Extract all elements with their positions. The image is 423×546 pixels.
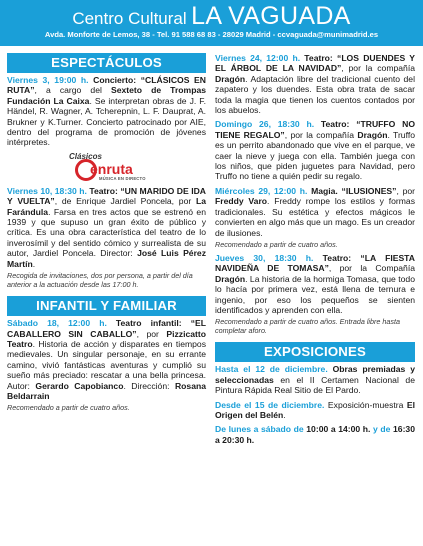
event-performer: Pizzicatto Teatro — [7, 328, 206, 349]
exhibition-text: Exposición-muestra — [324, 399, 407, 410]
exhibition-entry — [215, 400, 415, 421]
event-type: Teatro: — [314, 119, 357, 130]
event-date: Viernes 10, 18:30 h. — [7, 185, 87, 196]
address-line: Avda. Monforte de Lemos, 38 - Tel. 91 588 68 83 - 28029 Madrid - ccvaguada@munimadrid.es — [44, 30, 379, 39]
event-title: “UN MARIDO DE IDA Y VUELTA” — [7, 185, 207, 207]
event-text: , por la Compañía — [328, 263, 415, 274]
logo-text: enruta — [90, 160, 133, 177]
event-text: . Dirección: — [123, 380, 175, 391]
event-entry — [215, 119, 415, 181]
event-date: Sábado 18, 12:00 h. — [7, 318, 107, 329]
page-title — [0, 2, 423, 31]
event-director: Rosana Beldarrain — [7, 380, 206, 401]
event-note: Recogida de invitaciones, dos por persona, a partir del día anterior a la actuación desde las 17:00 h. — [7, 271, 193, 290]
event-entry — [215, 186, 415, 238]
event-note: Recomendado a partir de cuatro años. Entrada libre hasta completar aforo. — [215, 317, 400, 336]
logo-tagline: MÚSICA EN DIRECTO — [99, 175, 146, 181]
hours-value: 10:00 a 14:00 h. — [303, 424, 374, 435]
event-text: . Adaptación libre del tradicional cuento del zapatero y los duendes. Esta obra trata de sacar toda la magia que tienen los cuentos contados por los abuelos. — [215, 73, 415, 116]
exhibition-text: . — [283, 409, 286, 420]
event-title: “TRUFFO NO TIENE REGALO” — [215, 119, 415, 140]
event-title: “ILUSIONES” — [341, 185, 397, 196]
event-text: , por la compañía — [341, 63, 415, 74]
exhibition-text: en el II Certamen Nacional de Pintura Rápida Real Sitio de El Pardo. — [215, 374, 415, 396]
event-text: . Farsa en tres actos que se estrenó en 1939 y que supuso un gran éxito de público y crítica. Es una obra característica del teatro de lo inverosímil y del sentido cómico y surrealista de su autor, Jardiel Poncela. Director: — [7, 206, 206, 259]
event-text: . Freddy rompe los estilos y formas tradicionales. Su estética y efectos mágicos le convierten en algo más que un mago. Es un creador de ilusiones. — [215, 196, 415, 238]
event-type: Teatro: — [313, 252, 361, 263]
exhibition-hours — [215, 424, 415, 445]
event-entry — [7, 186, 206, 269]
event-performer: Dragón — [215, 273, 246, 284]
section-exposiciones: EXPOSICIONES — [215, 342, 415, 362]
event-text: , por — [396, 185, 415, 196]
logo-text: Clásicos — [69, 151, 102, 161]
event-date: Viernes 24, 12:00 h. — [215, 53, 301, 63]
event-performer: Dragón — [357, 129, 388, 140]
section-espectaculos: ESPECTÁCULOS — [7, 53, 206, 73]
exhibition-title: Obras premiadas y seleccionadas — [215, 364, 415, 385]
event-type: Teatro: — [300, 53, 338, 63]
event-entry — [7, 75, 206, 148]
event-type: Teatro infantil: — [106, 318, 191, 329]
event-text: . Se interpretan obras de J. F. Händel, R. Wagner, A. Tcherepnin, L. F. Dauprat, A. Brukner y K.Turner. Concierto patrocinado por AIE, dentro del programa de promoción de jóvenes intérpretes. — [7, 95, 206, 148]
event-author: Gerardo Capobianco — [35, 380, 124, 391]
event-performer: La Farándula — [7, 196, 206, 217]
hours-label: De lunes a sábado de — [215, 424, 304, 435]
exhibition-date: Hasta el 12 de diciembre. — [215, 364, 328, 375]
title-big: LA VAGUADA — [191, 2, 351, 30]
event-entry — [7, 318, 206, 401]
event-title: “LOS DUENDES Y EL ÁRBOL DE LA NAVIDAD” — [215, 53, 415, 74]
header-banner — [0, 0, 423, 46]
section-infantil: INFANTIL Y FAMILIAR — [7, 296, 206, 316]
event-note: Recomendado a partir de cuatro años. — [215, 239, 338, 249]
hours-label: y de — [373, 424, 391, 435]
event-title: “EL CABALLERO SIN CABALLO” — [7, 318, 206, 339]
event-director: José Luis Pérez Martín — [7, 248, 207, 269]
event-date: Jueves 30, 18:30 h. — [215, 252, 314, 263]
event-date: Viernes 3, 19:00 h. — [7, 75, 89, 85]
event-text: . Historia de acción y disparates en tiempos medievales. Un singular personaje, en su errante camino, vivió fantásticas aventuras y cumplió su sueño más preciado: rescatar a una bella princesa. Autor: — [7, 338, 206, 391]
event-text: . La historia de la hormiga Tomasa, que todo lo hacía por primera vez, está llena de ternura e ingenio, por eso los pequeños se sienten identificados y aprenden con ella. — [215, 273, 415, 315]
event-performer: Sexteto de Trompas Fundación La Caixa — [7, 85, 207, 106]
exhibition-entry — [215, 364, 415, 395]
event-performer: Freddy Varo — [215, 196, 268, 207]
event-text: , de Enrique Jardiel Poncela, por — [54, 196, 196, 207]
clasicos-en-ruta-logo — [7, 152, 206, 182]
exhibition-date: Desde el 15 de diciembre. — [215, 399, 325, 410]
event-performer: Dragón — [215, 73, 246, 84]
exhibition-title: El Origen del Belén — [215, 399, 415, 420]
event-text: , a cargo del — [34, 85, 111, 96]
hours-value: 16:30 a 20:30 h. — [215, 424, 415, 445]
event-entry — [215, 253, 415, 315]
event-note: Recomendado a partir de cuatro años. — [7, 403, 130, 413]
event-text: . Truffo es un perrito abandonado que vive en el parque, ve caer la nieve y juega con ella. También juega con los niños, que piden juguetes para Navidad, pero Truffo no tiene a quién pedir su regalo. — [215, 129, 415, 182]
right-column — [215, 53, 415, 445]
event-type: Teatro: — [86, 185, 121, 196]
event-date: Domingo 26, 18:30 h. — [215, 119, 315, 130]
event-title: “CLÁSICOS EN RUTA” — [7, 75, 206, 96]
event-text: . — [32, 258, 36, 269]
event-date: Miércoles 29, 12:00 h. — [215, 185, 308, 196]
event-title: “LA FIESTA NAVIDEÑA DE TOMASA” — [215, 252, 415, 274]
event-text: , por la compañía — [284, 129, 358, 140]
event-entry — [215, 53, 415, 115]
event-text: , por — [136, 328, 167, 339]
title-small: Centro Cultural — [72, 9, 187, 28]
event-type: Magia. — [307, 185, 342, 196]
event-type: Concierto: — [88, 75, 141, 85]
left-column — [7, 53, 206, 412]
